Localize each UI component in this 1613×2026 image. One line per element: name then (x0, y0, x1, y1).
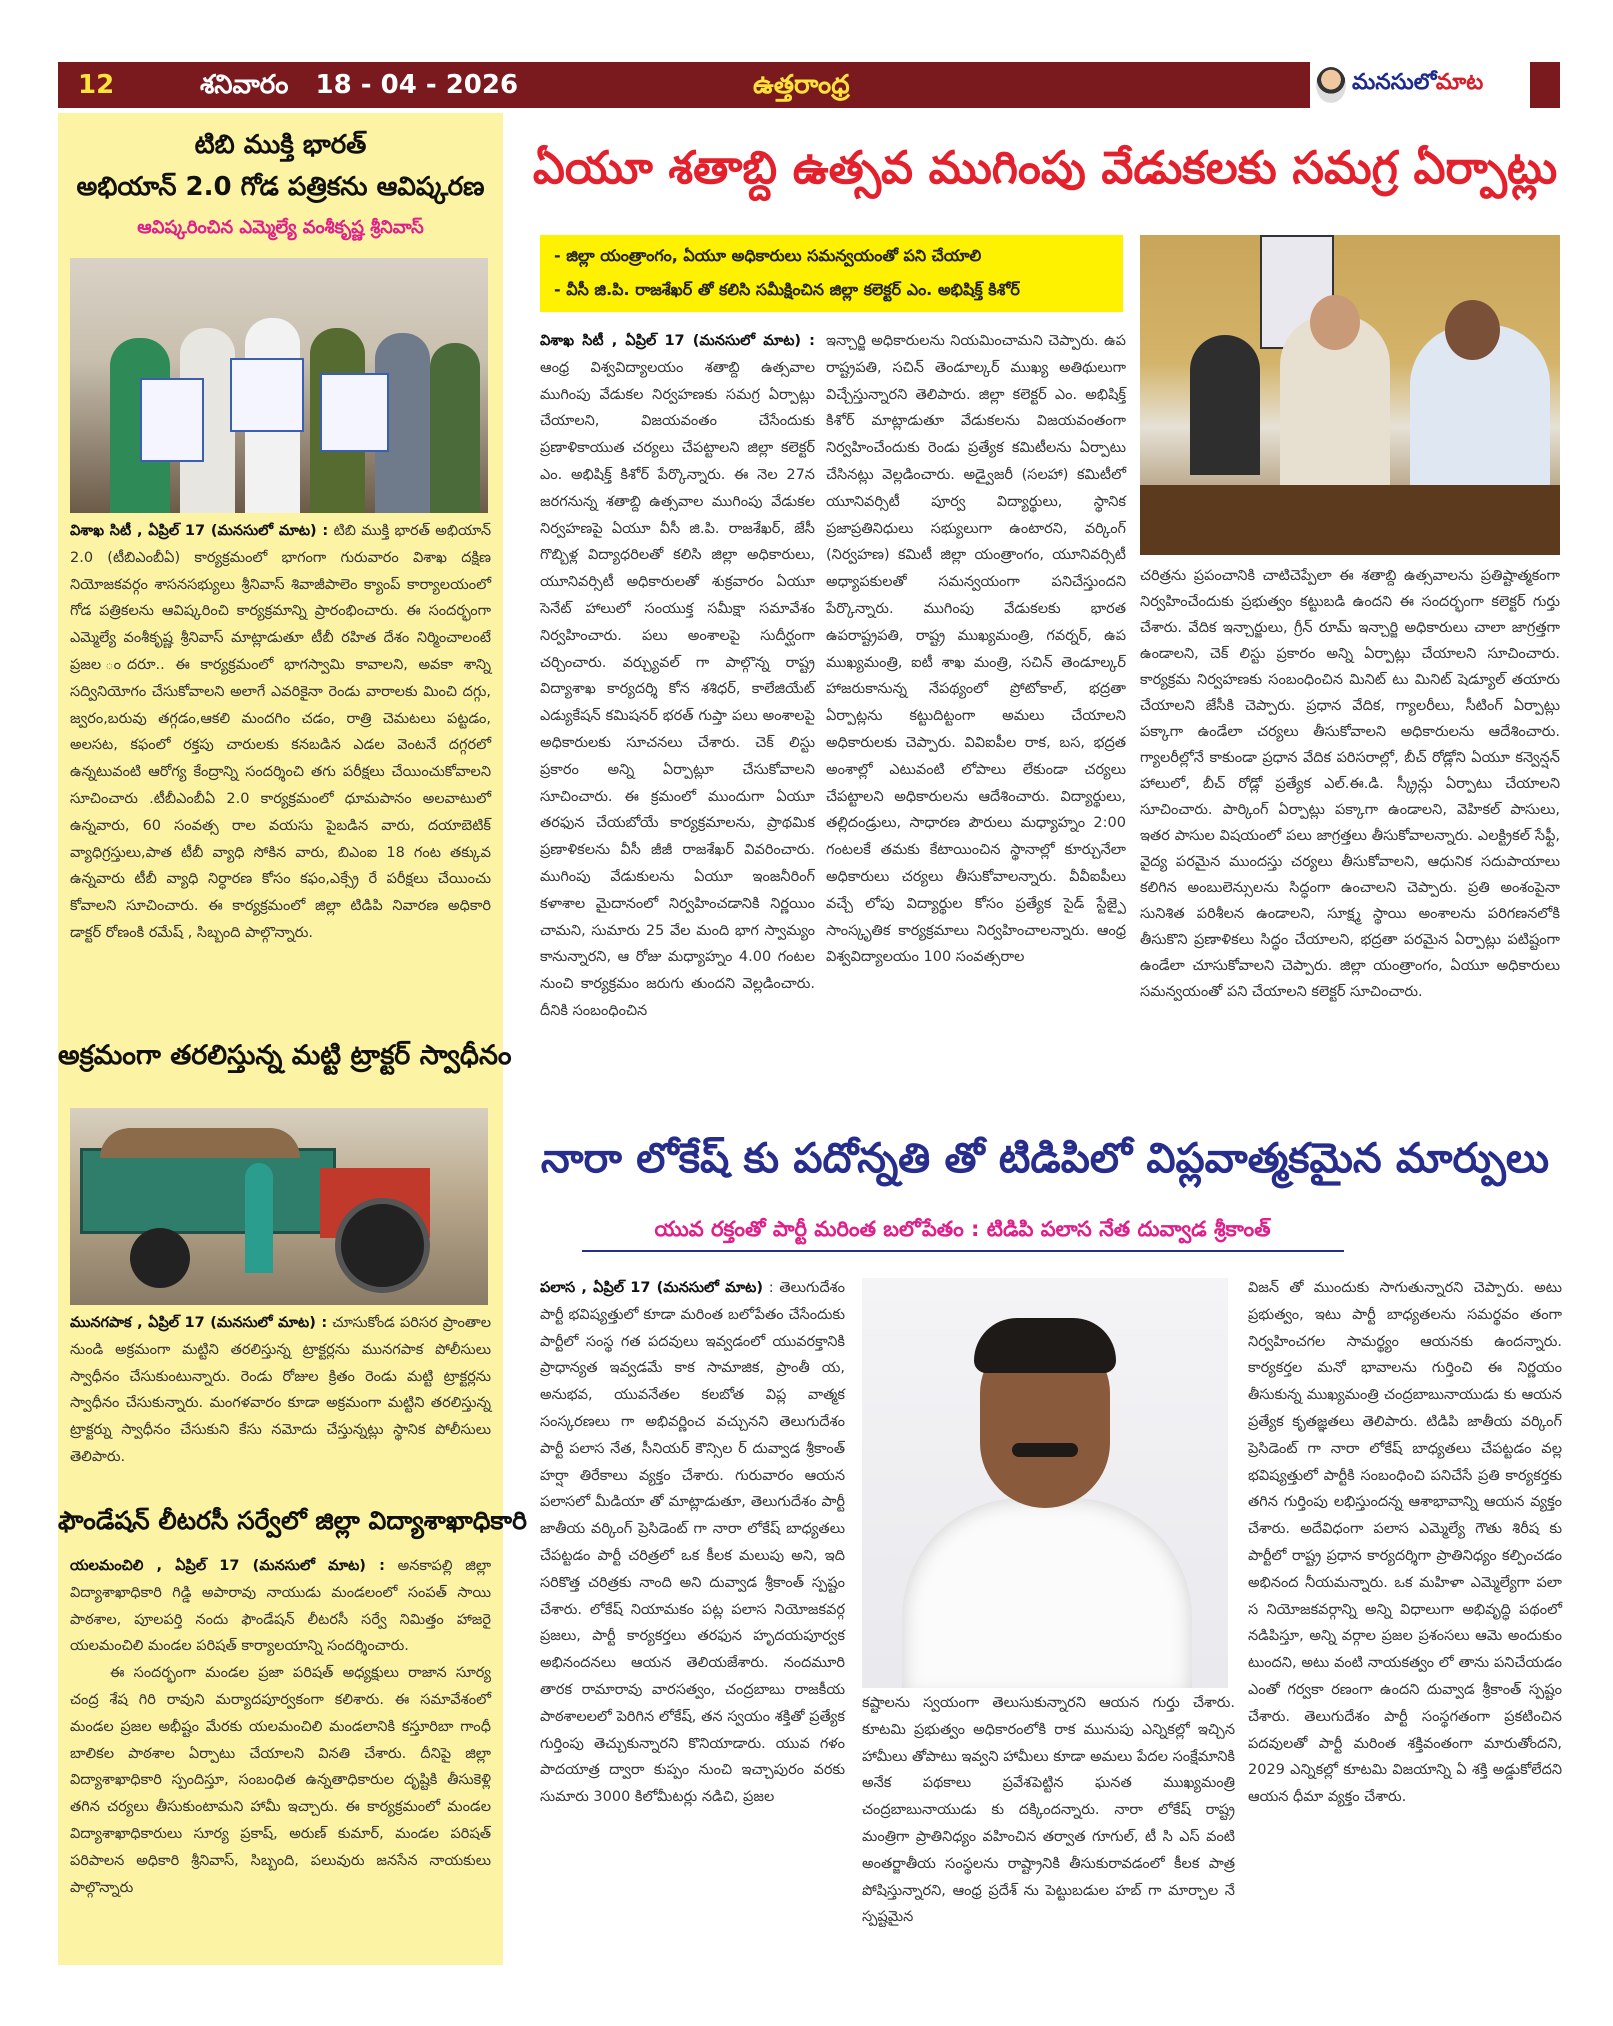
story2-title: అక్రమంగా తరలిస్తున్న మట్టి ట్రాక్టర్ స్వాధీనం (58, 1040, 512, 1071)
tractor-photo (70, 1108, 488, 1305)
second-column-3: విజన్ తో ముందుకు సాగుతున్నారని చెప్పారు. అటు ప్రభుత్వం, ఇటు పార్టీ బాధ్యతలను సమర్థవం తంగా నిర్వహించగల సామర్థ్యం ఆయనకు ఉందన్నారు. కార్యకర్తల మనో భావాలను గుర్తించి ఈ నిర్ణయం తీసుకున్న ముఖ్యమంత్రి చంద్రబాబునాయుడు కు ఆయన ప్రత్యేక కృతజ్ఞతలు తెలిపారు. టిడిపి జాతీయ వర్కింగ్ ప్రెసిడెంట్ గా నారా లోకేష్ బాధ్యతలు చేపట్టడం వల్ల భవిష్యత్తులో పార్టీకి సంబంధించి పనిచేసే ప్రతి కార్యకర్తకు తగిన గుర్తింపు లభిస్తుందన్న ఆశాభావాన్ని ఆయన వ్యక్తం చేశారు. అదేవిధంగా పలాస ఎమ్మెల్యే గౌతు శిరీష కు పార్టీలో రాష్ట్ర ప్రధాన కార్యదర్శిగా ప్రాతినిధ్యం కల్పించడం అభినంద నీయమన్నారు. ఒక మహిళా ఎమ్మెల్యేగా పలా స నియోజకవర్గాన్ని అన్ని విధాలుగా అభివృద్ధి పథంలో నడిపిస్తూ, అన్ని వర్గాల ప్రజల ప్రశంసలు ఆమె అందుకుం టుందని, అటు వంటి నాయకత్వం లో తాను పనిచేయడం ఎంతో గర్వకా రణంగా ఉందని దువ్వాడ శ్రీకాంత్ స్పష్టం చేశారు. తెలుగుదేశం పార్టీ సంస్థగతంగా ప్రకటించిన పదవులతో పార్టీ మరింత శక్తివంతంగా మారుతోందని, 2029 ఎన్నికల్లో కూటమి విజయాన్ని ఏ శక్తి అడ్డుకోలేదని ఆయన ధీమా వ్యక్తం చేశారు. (1248, 1280, 1562, 1806)
page-header-bar (58, 62, 1560, 108)
story1-subtitle: ఆవిష్కరించిన ఎమ్మెల్యే వంశీకృష్ణ శ్రీనివాస్ (137, 217, 424, 238)
second-subheadline: యువ రక్తంతో పార్టీ మరింత బలోపేతం : టిడిపి పలాస నేత దువ్వాడ శ్రీకాంత్ (654, 1217, 1271, 1241)
second-text-1: : తెలుగుదేశం పార్టీ భవిష్యత్తులో కూడా మరింత బలోపేతం చేసేందుకు పార్టీలో సంస్థ గత పదవులు ఇవ్వడంలో యువరక్తానికి ప్రాధాన్యత ఇవ్వడమే కాక సామాజిక, ప్రాంతీ య, అనుభవ, యువనేతల కలబోత విప్ల వాత్మక సంస్కరణలు గా అభివర్ణించ వచ్చునని తెలుగుదేశం పార్టీ పలాస నేత, సీనియర్ కౌన్సిల ర్ దువ్వాడ శ్రీకాంత్ హర్షా తిరేకాలు వ్యక్తం చేశారు. గురువారం ఆయన పలాసలో మీడియా తో మాట్లాడుతూ, తెలుగుదేశం పార్టీ జాతీయ వర్కింగ్ ప్రెసిడెంట్ గా నారా లోకేష్ బాధ్యతలు చేపట్టడం పార్టీ చరిత్రలో ఒక కీలక మలుపు అని, ఇది సరికొత్త చరిత్రకు నాంది అని దువ్వాడ శ్రీకాంత్ స్పష్టం చేశారు. లోకేష్ నియామకం పట్ల పలాస నియోజకవర్గ ప్రజలు, పార్టీ కార్యకర్తలు తరఫున హృదయపూర్వక అభినందనలు ఆయన తెలియజేశారు. నందమూరి తారక రామారావు వారసత్వం, చంద్రబాబు రాజకీయ పాఠశాలలలో పెరిగిన లోకేష్, తన స్వయం శక్తితో ప్రత్యేక గుర్తింపు తెచ్చుకున్నారని కొనియాడారు. యువ గళం పాదయాత్ర ద్వారా కుప్పం నుంచి ఇచ్చాపురం వరకు సుమారు 3000 కిలోమీటర్లు నడిచి, ప్రజల (540, 1280, 846, 1806)
story1-title-line1: టిబి ముక్తి భారత్ (194, 130, 367, 160)
subheadline-underline (582, 1250, 1344, 1252)
second-column-2: కష్టాలను స్వయంగా తెలుసుకున్నారని ఆయన గుర్తు చేశారు. కూటమి ప్రభుత్వం అధికారంలోకి రాక మునుపు ఎన్నికల్లో ఇచ్చిన హామీలు తోపాటు ఇవ్వని హామీలు కూడా అమలు పేదల సంక్షేమానికి అనేక పథకాలు ప్రవేశపెట్టిన ఘనత ముఖ్యమంత్రి చంద్రబాబునాయుడు కు దక్కిందన్నారు. నారా లోకేష్ రాష్ట్ర మంత్రిగా ప్రాతినిధ్యం వహించిన తర్వాత గూగుల్, టీ సి ఎస్ వంటి అంతర్జాతీయ సంస్థలను రాష్ట్రానికి తీసుకురావడంలో కీలక పాత్ర పోషిస్తున్నారని, ఆంధ్ర ప్రదేశ్ ను పెట్టుబడుల హబ్ గా మార్చాల నే స్పష్టమైన (862, 1695, 1235, 1926)
second-headline: నారా లోకేష్ కు పదోన్నతి తో టిడిపిలో విప్లవాత్మకమైన మార్పులు (540, 1134, 1550, 1182)
lead-headline: ఏయూ శతాబ్ది ఉత్సవ ముగింపు వేడుకలకు సమగ్ర ఏర్పాట్లు (532, 141, 1558, 194)
logo-text-a: మనసులో (1352, 70, 1436, 95)
story3-dateline: యలమంచిలి , ఏప్రిల్ 17 (మనసులో మాట) : (70, 1558, 385, 1574)
review-meeting-photo (1140, 235, 1560, 555)
story3-body (70, 1553, 491, 1901)
lead-text-1: ఆంధ్ర విశ్వవిద్యాలయం శతాబ్ది ఉత్సవాల ముగింపు వేడుకల నిర్వహణకు సమగ్ర ఏర్పాట్లు చేయాలని, విజయవంతం చేసేందుకు ప్రణాళికాయుత చర్యలు చేపట్టాలని జిల్లా కలెక్టర్ ఎం. అభిషిక్త్ కిశోర్ పేర్కొన్నారు. ఈ నెల 27న జరగనున్న శతాబ్ది ఉత్సవాల ముగింపు వేడుకల నిర్వహణపై ఏయూ వీసీ జి.పి. రాజశేఖర్, జేసీ గొబ్బిళ్ల విద్యాధరిలతో కలిసి జిల్లా అధికారులు, యూనివర్సిటీ అధికారులతో శుక్రవారం ఏయూ సెనేట్ హాలులో సంయుక్త సమీక్షా సమావేశం నిర్వహించారు. పలు అంశాలపై సుదీర్ఘంగా చర్చించారు. వర్చ్యువల్ గా పాల్గొన్న రాష్ట్ర విద్యాశాఖ కార్యదర్శి కోన శశిధర్, కాలేజియేట్ ఎడ్యుకేషన్ కమిషనర్ భరత్ గుప్తా పలు అంశాలపై అధికారులకు సూచనలు చేశారు. చెక్ లిస్టు ప్రకారం అన్ని ఏర్పాట్లూ చేసుకోవాలని సూచించారు. ఈ క్రమంలో ముందుగా ఏయూ తరఫున చేయబోయే కార్యక్రమాలను, ప్రాథమిక ప్రణాళికలను వీసీ జీజీ రాజశేఖర్ వివరించారు. ముగింపు వేడుకులను ఏయూ ఇంజనీరింగ్ కళాశాల మైదానంలో నిర్వహించడానికి నిర్ణయిం చామని, సుమారు 25 వేల మంది భాగ స్వామ్యం కానున్నారని, ఆ రోజు మధ్యాహ్నం 4.00 గంటల నుంచి కార్యక్రమం జరుగు తుందని వెల్లడించారు. దీనికి సంబంధించిన (540, 359, 815, 1019)
page-number: 12 (78, 70, 115, 100)
lead-highlight-1: - జిల్లా యంత్రాంగం, ఏయూ అధికారులు సమన్వయంతో పని చేయాలి (554, 246, 982, 265)
lead-highlights-box (540, 235, 1123, 312)
lead-column-1 (540, 328, 815, 1025)
second-dateline: పలాస , ఏప్రిల్ 17 (మనసులో మాట) (540, 1280, 763, 1296)
lead-dateline: విశాఖ సిటీ , ఏప్రిల్ 17 (మనసులో మాట) : (540, 333, 815, 349)
story1-text: టిబి ముక్తి భారత్ అభియాన్ 2.0 (టీబిఎంబీఏ) కార్యక్రమంలో భాగంగా గురువారం విశాఖ దక్షిణ నియోజకవర్గం శాసనసభ్యులు శ్రీనివాస్ శివాజీపాలెం క్యాంప్ కార్యాలయంలో గోడ పత్రికలను ఆవిష్కరించి కార్యక్రమాన్ని ప్రారంభించారు. ఈ సందర్భంగా ఎమ్మెల్యే వంశీకృష్ణ శ్రీనివాస్ మాట్లాడుతూ టీబీ రహిత దేశం నిర్మించాలంటే ప్రజల ందరూ.. ఈ కార్యక్రమంలో భాగస్వామి కావాలని, అవకా శాన్ని సద్వినియోగం చేసుకోవాలని అలాగే ఎవరికైనా రెండు వారాలకు మించి దగ్గు, జ్వరం,బరువు తగ్గడం,ఆకలి మందగిం చడం, రాత్రి చెమటలు పట్టడం, అలసట, కఫంలో రక్తపు చారులకు కనబడిన ఎడల వెంటనే దగ్గరలో ఉన్నటువంటి ఆరోగ్య కేంద్రాన్ని సందర్శించి తగు పరీక్షలు చేయించుకోవాలని సూచించారు .టీబీఎంబీఏ 2.0 కార్యక్రమంలో ధూమపానం అలవాటులో ఉన్నవారు, 60 సంవత్స రాల వయసు పైబడిన వారు, దయాబెటిక్ వ్యాధిగ్రస్తులు,పాత టీబీ వ్యాధి సోకిన వారు, బిఎంఐ 18 గంట తక్కువ ఉన్నవారు టీబీ వ్యాధి నిర్ధారణ కోసం కఫం,ఎక్స్రే రే పరీక్షలు చేయించు కోవాలని సూచించారు. ఈ కార్యక్రమంలో జిల్లా టిడిపి నివారణ అధికారి డాక్టర్ రోణంకి రమేష్ , సిబ్బంది పాల్గొన్నారు. (70, 523, 492, 941)
logo-text-b: మాట (1435, 70, 1484, 95)
story3-text: అనకాపల్లి జిల్లా విద్యాశాఖాధికారి గిడ్డి అపారావు నాయుడు మండలంలో సంపత్ సాయి పాఠశాల, పూలపర్తి నందు ఫౌండేషన్ లీటరసీ సర్వే నిమిత్తం హాజరై యలమంచిలి మండల పరిషత్ కార్యాలయాన్ని సందర్శించారు. (70, 1558, 492, 1655)
second-column-1 (540, 1275, 845, 1811)
wall-poster-launch-photo (70, 258, 488, 513)
lead-highlight-2: - వీసీ జి.పి. రాజశేఖర్ తో కలిసి సమీక్షించిన జిల్లా కలెక్టర్ ఎం. అభిషిక్త్ కిశోర్ (554, 280, 1020, 299)
story2-body (70, 1310, 491, 1471)
story1-title-line2: అభియాన్ 2.0 గోడ పత్రికను ఆవిష్కరణ (76, 172, 485, 202)
story2-dateline: మునగపాక , ఏప్రిల్ 17 (మనసులో మాట) : (70, 1315, 328, 1331)
story1-dateline: విశాఖ సిటీ , ఏప్రిల్ 17 (మనసులో మాట) : (70, 523, 329, 539)
logo-portrait-icon (1316, 67, 1346, 103)
duvvada-srikanth-portrait (862, 1278, 1228, 1688)
lead-column-2: ఇన్చార్జి అధికారులను నియమించామని చెప్పారు. ఉప రాష్ట్రపతి, సచిన్ తెండూల్కర్ ముఖ్య అతిథులుగా విచ్చేస్తున్నారని తెలిపారు. జిల్లా కలెక్టర్ ఎం. అభిషిక్త్ కిశోర్ మాట్లాడుతూ వేడుకలను విజయవంతంగా నిర్వహించేందుకు రెండు ప్రత్యేక కమిటీలను ఏర్పాటు చేసినట్లు వెల్లడించారు. అడ్వైజరీ (సలహా) కమిటీలో యూనివర్సిటీ పూర్వ విద్యార్థులు, స్థానిక ప్రజాప్రతినిధులు సభ్యులుగా ఉంటారని, వర్కింగ్ (నిర్వహణ) కమిటీ జిల్లా యంత్రాంగం, యూనివర్సిటీ అధ్యాపకులతో సమన్వయంగా పనిచేస్తుందని పేర్కొన్నారు. ముగింపు వేడుకలకు భారత ఉపరాష్ట్రపతి, రాష్ట్ర ముఖ్యమంత్రి, గవర్నర్, ఉప ముఖ్యమంత్రి, ఐటీ శాఖ మంత్రి, సచిన్ తెండూల్కర్ హాజరుకానున్న నేపథ్యంలో ప్రోటోకాల్, భద్రతా ఏర్పాట్లను కట్టుదిట్టంగా అమలు చేయాలని అధికారులకు చెప్పారు. వివిఐపీల రాక, బస, భద్రత అంశాల్లో ఎటువంటి లోపాలు లేకుండా చర్యలు చేపట్టాలని అధికారులను ఆదేశించారు. విద్యార్థులు, తల్లిదండ్రులు, సాధారణ పౌరులు మధ్యాహ్నం 2:00 గంటలకే తమకు కేటాయించిన స్థానాల్లో కూర్చునేలా అధికారులు చర్యలు తీసుకోవాలన్నారు. వీవీఐపీలు వచ్చే లోపు విద్యార్థుల కోసం ప్రత్యేక సైడ్ స్టేజ్పై సాంస్కృతిక కార్యక్రమాలు నిర్వహించాలన్నారు. ఆంధ్ర విశ్వవిద్యాలయం 100 సంవత్సరాల (826, 333, 1126, 966)
story3-text-2: ఈ సందర్భంగా మండల ప్రజా పరిషత్ అధ్యక్షులు రాజాన సూర్య చంద్ర శేష గిరి రావుని మర్యాదపూర్వకంగా కలిశారు. ఈ సమావేశంలో మండల ప్రజల అభీష్టం మేరకు యలమంచిలి మండలానికి కస్తూరిబా గాంధీ బాలికల పాఠశాల ఏర్పాటు చేయాలని వినతి చేశారు. దీనిపై జిల్లా విద్యాశాఖాధికారి స్పందిస్తూ, సంబంధిత ఉన్నతాధికారుల దృష్టికి తీసుకెళ్లి తగిన చర్యలు తీసుకుంటామని హామీ ఇచ్చారు. ఈ కార్యక్రమంలో మండల విద్యాశాఖాధికారులు సూర్య ప్రకాష్, అరుణ్ కుమార్, మండల పరిషత్ పరిపాలన అధికారి శ్రీనివాస్, సిబ్బంది, పలువురు జనసేన నాయకులు పాల్గొన్నారు (70, 1665, 491, 1896)
lead-column-3: చరిత్రను ప్రపంచానికి చాటిచెప్పేలా ఈ శతాబ్ది ఉత్సవాలను ప్రతిష్టాత్మకంగా నిర్వహించేందుకు ప్రభుత్వం కట్టుబడి ఉందని ఈ సందర్భంగా కలెక్టర్ గుర్తు చేశారు. వేదిక ఇన్చార్జులు, గ్రీన్ రూమ్ ఇన్చార్జి అధికారులు చాలా జాగ్రత్తగా ఉండాలని, చెక్ లిస్టు ప్రకారం అన్ని ఏర్పాట్లు చేయాలని సూచించారు. కార్యక్రమ నిర్వహణకు సంబంధించిన మినిట్ టు మినిట్ షెడ్యూల్ తయారు చేయాలని జేసీకి చెప్పారు. ప్రధాన వేదిక, గ్యాలరీలు, సీటింగ్ ఏర్పాట్లు పక్కాగా ఉండేలా చర్యలు తీసుకోవాలని అధికారులను ఆదేశించారు. గ్యాలరీల్లోనే కాకుండా ప్రధాన వేదిక పరిసరాల్లో, బీచ్ రోడ్లోని ఏయూ కన్వెన్షన్ హాలులో, బీచ్ రోడ్లో ప్రత్యేక ఎల్.ఈ.డి. స్క్రీన్లు ఏర్పాటు చేయాలని సూచించారు. పార్కింగ్ ఏర్పాట్లు పక్కాగా ఉండాలని, వెహికల్ పాసులు, ఇతర పాసుల విషయంలో పలు జాగ్రత్తలు తీసుకోవాలన్నారు. ఎలక్ట్రికల్ సేఫ్టీ, వైద్య పరమైన ముందస్తు చర్యలు తీసుకోవాలని, ఆధునిక సదుపాయాలు కలిగిన అంబులెన్సులను సిద్ధంగా ఉంచాలని చెప్పారు. ప్రతి అంశంపైనా సునిశిత పరిశీలన ఉండాలని, సూక్ష్మ స్థాయి అంశాలను పరిగణనలోకి తీసుకొని ప్రణాళికలు సిద్ధం చేయాలని, భద్రతా పరమైన ఏర్పాట్లు పటిష్టంగా ఉండేలా చూసుకోవాలని చెప్పారు. జిల్లా యంత్రాంగం, ఏయూ అధికారులు సమన్వయంతో పని చేయాలని కలెక్టర్ సూచించారు. (1140, 568, 1560, 1000)
left-sidebar-column (58, 113, 527, 1965)
issue-date: శనివారం 18 - 04 - 2026 (200, 70, 519, 100)
story2-text: చూసుకోండ పరిసర ప్రాంతాల నుండి అక్రమంగా మట్టిని తరలిస్తున్న ట్రాక్టర్లను మునగపాక పోలీసులు స్వాధీనం చేసుకుంటున్నారు. రెండు రోజుల క్రితం రెండు మట్టి ట్రాక్టర్లను స్వాధీనం చేసుకున్నారు. మంగళవారం కూడా అక్రమంగా మట్టిని తరలిస్తున్న ట్రాక్టర్ను స్వాధీనం చేసుకుని కేసు నమోదు చేస్తున్నట్లు స్థానిక పోలీసులు తెలిపారు. (70, 1315, 492, 1465)
masthead-logo (1310, 62, 1530, 108)
story3-title: ఫౌండేషన్ లీటరసీ సర్వేలో జిల్లా విద్యాశాఖాధికారి (58, 1506, 527, 1535)
story1-body (70, 518, 491, 947)
section-name: ఉత్తరాంధ్ర (753, 70, 850, 100)
